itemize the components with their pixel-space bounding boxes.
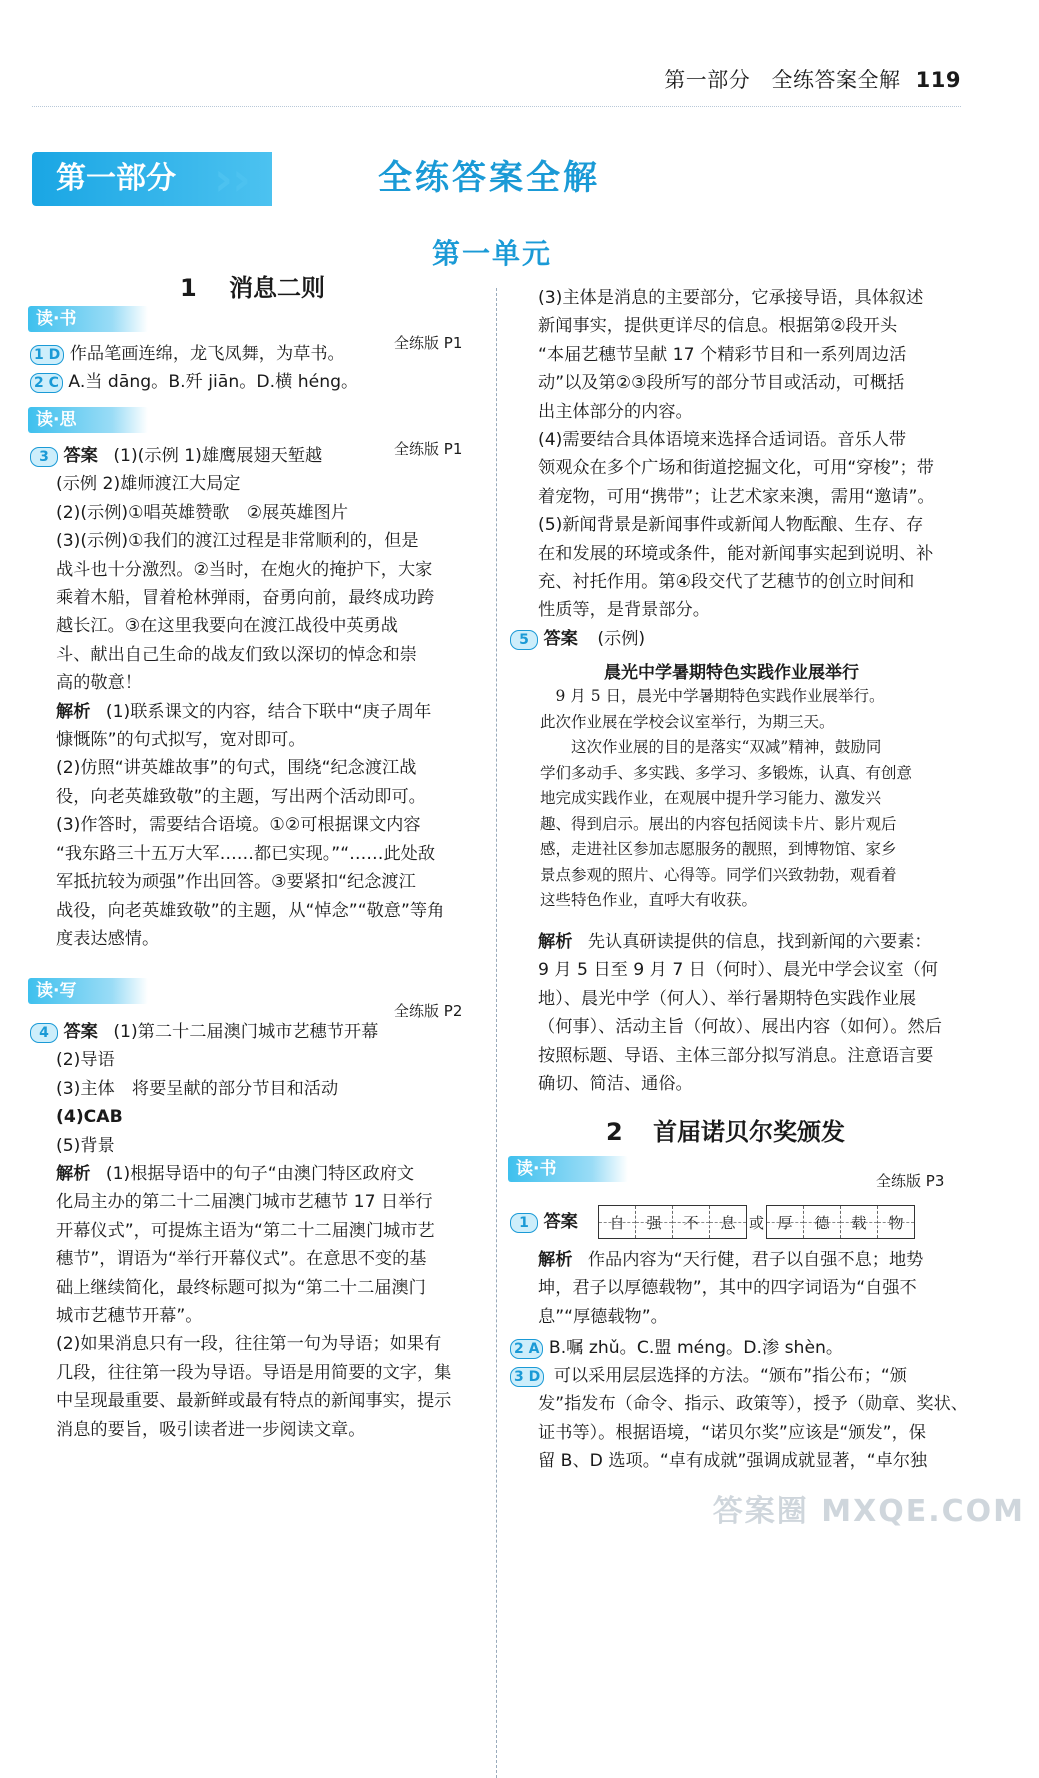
grid-cell: 息: [710, 1206, 746, 1238]
question-text: 留 B、D 选项。“卓有成就”强调成就显著，“卓尔独: [538, 1451, 928, 1472]
question-number-badge: 2 C: [30, 373, 63, 393]
grid-connector: 或: [749, 1213, 765, 1232]
analysis-line: 城市艺穗节开幕”。: [56, 1306, 203, 1327]
answer-label: 答案: [543, 1212, 578, 1232]
grid-cell: 载: [841, 1206, 878, 1238]
analysis-line: 化局主办的第二十二届澳门城市艺穗节 17 日举行: [56, 1192, 433, 1213]
answer-line: (3)(示例)①我们的渡江过程是非常顺利的，但是: [56, 531, 419, 552]
answer-line: (5)背景: [56, 1135, 115, 1156]
grid-cell: 自: [599, 1206, 636, 1238]
lesson-title: 消息二则: [229, 274, 326, 302]
section-tag-read-book: 读·书: [28, 306, 148, 332]
analysis-line: (3)主体是消息的主要部分，它承接导语，具体叙述: [538, 288, 924, 308]
question-number-badge: 4: [30, 1023, 58, 1043]
analysis-line: 确切、简洁、通俗。: [538, 1074, 693, 1095]
analysis-line: (1)根据导语中的句子“由澳门特区政府文: [105, 1164, 415, 1185]
analysis-line: 础上继续简化，最终标题可拟为“第二十二届澳门: [56, 1277, 426, 1298]
handwritten-line: 这些特色作业，直呼大有收获。: [540, 891, 758, 909]
analysis-line: (2)如果消息只有一段，往往第一句为导语；如果有: [56, 1334, 442, 1355]
watermark: 答案圈 MXQE.COM: [712, 1494, 1025, 1529]
answer-line: (4)CAB: [56, 1107, 123, 1128]
analysis-line: 度表达感情。: [56, 928, 160, 949]
answer-grid: [598, 1205, 915, 1239]
analysis-line: 先认真研读提供的信息，找到新闻的六要素：: [587, 932, 932, 952]
analysis-line: 动”以及第②③段所写的部分节目或活动，可概括: [538, 373, 905, 394]
analysis-line: (3)作答时，需要结合语境。①②可根据课文内容: [56, 815, 421, 836]
analysis-line: 地）、晨光中学（何人）、举行暑期特色实践作业展: [538, 988, 917, 1009]
analysis-line: 战役，向老英雄致敬”的主题，从“悼念”“敬意”等角: [56, 900, 445, 921]
answer-line: (示例 2)雄师渡江大局定: [56, 474, 241, 495]
section-tag-read-write: 读·写: [28, 978, 148, 1004]
header-rule: [32, 106, 961, 107]
section-tag-read-book: 读·书: [508, 1156, 628, 1182]
grid-cell: 厚: [767, 1206, 804, 1238]
analysis-line: 慷慨陈”的句式拟写，宽对即可。: [56, 730, 306, 751]
question-number-badge: 1 D: [30, 345, 64, 365]
edition-ref: 全练版 P2: [394, 1002, 463, 1020]
analysis-label: 解析: [56, 701, 91, 722]
q4-continued: [538, 284, 935, 625]
question-text: 可以采用层层选择的方法。“颁布”指公布；“颁: [553, 1366, 907, 1386]
analysis-line: 开幕仪式”，可提炼主语为“第二十二届澳门城市艺: [56, 1220, 435, 1241]
analysis-line: 军抵抗较为顽强”作出回答。③要紧扣“纪念渡江: [56, 872, 416, 893]
question-text: 证书等）。根据语境，“诺贝尔奖”应该是“颁发”，保: [538, 1422, 926, 1443]
question-number-badge: 2 A: [510, 1339, 543, 1359]
handwritten-line: 感，走进社区参加志愿服务的靓照，到博物馆、家乡: [540, 840, 897, 858]
answer-label: 答案: [63, 446, 98, 466]
analysis-line: 中呈现最重要、最新鲜或最有特点的新闻事实，提示: [56, 1391, 452, 1412]
analysis-line: 充、衬托作用。第④段交代了艺穗节的创立时间和: [538, 572, 915, 593]
question-text: B.嘱 zhǔ。C.盟 méng。D.渗 shèn。: [548, 1338, 844, 1358]
lesson-2-heading: [606, 1112, 845, 1147]
analysis-line: (1)联系课文的内容，结合下联中“庚子周年: [105, 701, 432, 722]
handwritten-line: 学们多动手、多实践、多学习、多锻炼，认真、有创意: [540, 763, 913, 782]
question-1: [30, 340, 345, 368]
analysis-line: (2)仿照“讲英雄故事”的句式，围绕“纪念渡江战: [56, 758, 417, 779]
example-label: (示例): [597, 629, 646, 649]
question-number-badge: 1: [510, 1213, 538, 1233]
edition-ref: 全练版 P1: [394, 440, 463, 458]
analysis-line: (4)需要结合具体语境来选择合适词语。音乐人带: [538, 430, 907, 451]
lesson-number: 1: [180, 274, 197, 302]
answer-line: (2)(示例)①唱英雄赞歌 ②展英雄图片: [56, 502, 349, 523]
handwritten-line: 9 月 5 日，晨光中学暑期特色实践作业展举行。: [540, 687, 885, 705]
analysis-line: “本届艺穗节呈献 17 个精彩节目和一系列周边活: [538, 344, 907, 365]
analysis-label: 解析: [538, 1250, 573, 1270]
analysis-label: 解析: [56, 1164, 91, 1185]
analysis-label: 解析: [538, 932, 573, 952]
analysis-line: 性质等，是背景部分。: [538, 600, 710, 621]
question-number-badge: 3: [30, 447, 58, 467]
analysis-line: 出主体部分的内容。: [538, 401, 693, 422]
answer-line: 斗、献出自己生命的战友们致以深切的悼念和崇: [56, 644, 417, 665]
page-number: 119: [915, 68, 961, 92]
analysis-line: 息”“厚德载物”。: [538, 1306, 668, 1327]
handwritten-line: 此次作业展在学校会议室举行，为期三天。: [540, 712, 835, 731]
analysis-line: 作品内容为“天行健，君子以自强不息；地势: [587, 1250, 924, 1270]
question-3: [30, 442, 444, 953]
analysis-line: 领观众在多个广场和街道挖掘文化，可用“穿梭”；带: [538, 458, 934, 479]
answer-grid-right: [766, 1205, 915, 1239]
question-text: A.当 dāng。B.歼 jiān。D.横 héng。: [68, 372, 359, 392]
analysis-line: 坤，君子以厚德载物”，其中的四字词语为“自强不: [538, 1278, 917, 1299]
analysis-line: 穗节”，谓语为“举行开幕仪式”。在意思不变的基: [56, 1249, 427, 1270]
answer-line: (3)主体 将要呈献的部分节目和活动: [56, 1078, 339, 1099]
handwritten-line: 趣、得到启示。展出的内容包括阅读卡片、影片观后: [540, 814, 897, 833]
grid-cell: 不: [673, 1206, 710, 1238]
grid-cell: 德: [804, 1206, 841, 1238]
unit-title: 第一单元: [432, 237, 553, 270]
part-title: 全练答案全解: [378, 158, 600, 198]
question-text: 发”指发布（命令、指示、政策等），授予（勋章、奖状、: [538, 1394, 968, 1415]
r-question-3: [510, 1362, 968, 1476]
question-number-badge: 5: [510, 630, 538, 650]
edition-ref: 全练版 P1: [394, 334, 463, 352]
lesson-number: 2: [606, 1118, 623, 1146]
analysis-line: 新闻事实，提供更详尽的信息。根据第②段开头: [538, 316, 898, 337]
section-tag-read-think: 读·思: [28, 407, 148, 433]
analysis-line: 着宠物，可用“携带”；让艺术家来澳，需用“邀请”。: [538, 486, 935, 507]
answer-line: (1)第二十二届澳门城市艺穗节开幕: [113, 1022, 379, 1042]
part-banner: 第一部分: [32, 152, 272, 206]
grid-cell: 强: [636, 1206, 673, 1238]
r-question-2: [510, 1334, 843, 1362]
analysis-line: 在和发展的环境或条件，能对新闻事实起到说明、补: [538, 543, 934, 564]
analysis-line: “我东路三十五万大军……都已实现。”“……此处敌: [56, 843, 436, 864]
answer-line: 高的敬意！: [56, 673, 142, 694]
question-4: [30, 1018, 451, 1444]
news-headline: 晨光中学暑期特色实践作业展举行: [604, 663, 859, 683]
answer-label: 答案: [543, 629, 578, 649]
r-q1-analysis: [538, 1246, 923, 1331]
question-text: 作品笔画连绵，龙飞凤舞，为草书。: [69, 344, 345, 364]
handwritten-line: 景点参观的照片、心得等。同学们兴致勃勃，观看着: [540, 865, 897, 884]
answer-line: (1)(示例 1)雄鹰展翅天堑越: [113, 446, 323, 466]
answer-line: 越长江。③在这里我要向在渡江战役中英勇战: [56, 616, 398, 637]
handwritten-line: 这次作业展的目的是落实“双减”精神，鼓励同: [540, 738, 882, 756]
answer-grid-left: [598, 1205, 747, 1239]
answer-line: (2)导语: [56, 1050, 115, 1071]
header-section: 全练答案全解: [771, 68, 901, 92]
r-question-1: [510, 1208, 578, 1236]
lesson-1-heading: [180, 268, 325, 303]
grid-cell: 物: [878, 1206, 914, 1238]
analysis-line: (5)新闻背景是新闻事件或新闻人物酝酿、生存、存: [538, 515, 924, 536]
column-divider: [496, 288, 497, 1778]
lesson-title: 首届诺贝尔奖颁发: [653, 1118, 846, 1146]
question-number-badge: 3 D: [510, 1367, 544, 1387]
edition-ref: 全练版 P3: [876, 1172, 945, 1190]
answer-line: 乘着木船，冒着枪林弹雨，奋勇向前，最终成功跨: [56, 588, 435, 609]
answer-line: 战斗也十分激烈。②当时，在炮火的掩护下，大家: [56, 559, 433, 580]
question-2: [30, 368, 358, 396]
q5-analysis: [538, 928, 942, 1098]
analysis-line: 役，向老英雄致敬”的主题，写出两个活动即可。: [56, 786, 426, 807]
analysis-line: 几段，往往第一段为导语。导语是用简要的文字，集: [56, 1362, 452, 1383]
analysis-line: 按照标题、导语、主体三部分拟写消息。注意语言要: [538, 1045, 934, 1066]
header-part: 第一部分: [664, 68, 751, 92]
handwritten-line: 地完成实践作业，在观展中提升学习能力、激发兴: [540, 789, 882, 807]
chevron-icon: ›: [232, 152, 251, 206]
handwritten-answer: [540, 684, 912, 914]
answer-label: 答案: [63, 1022, 98, 1042]
running-header: [664, 64, 961, 94]
analysis-line: （何事）、活动主旨（何故）、展出内容（如何）。然后: [538, 1017, 942, 1038]
analysis-line: 9 月 5 日至 9 月 7 日（何时）、晨光中学会议室（何: [538, 960, 938, 981]
question-5: [510, 625, 645, 653]
analysis-line: 消息的要旨，吸引读者进一步阅读文章。: [56, 1419, 366, 1440]
chevron-icon: ›: [214, 152, 233, 206]
